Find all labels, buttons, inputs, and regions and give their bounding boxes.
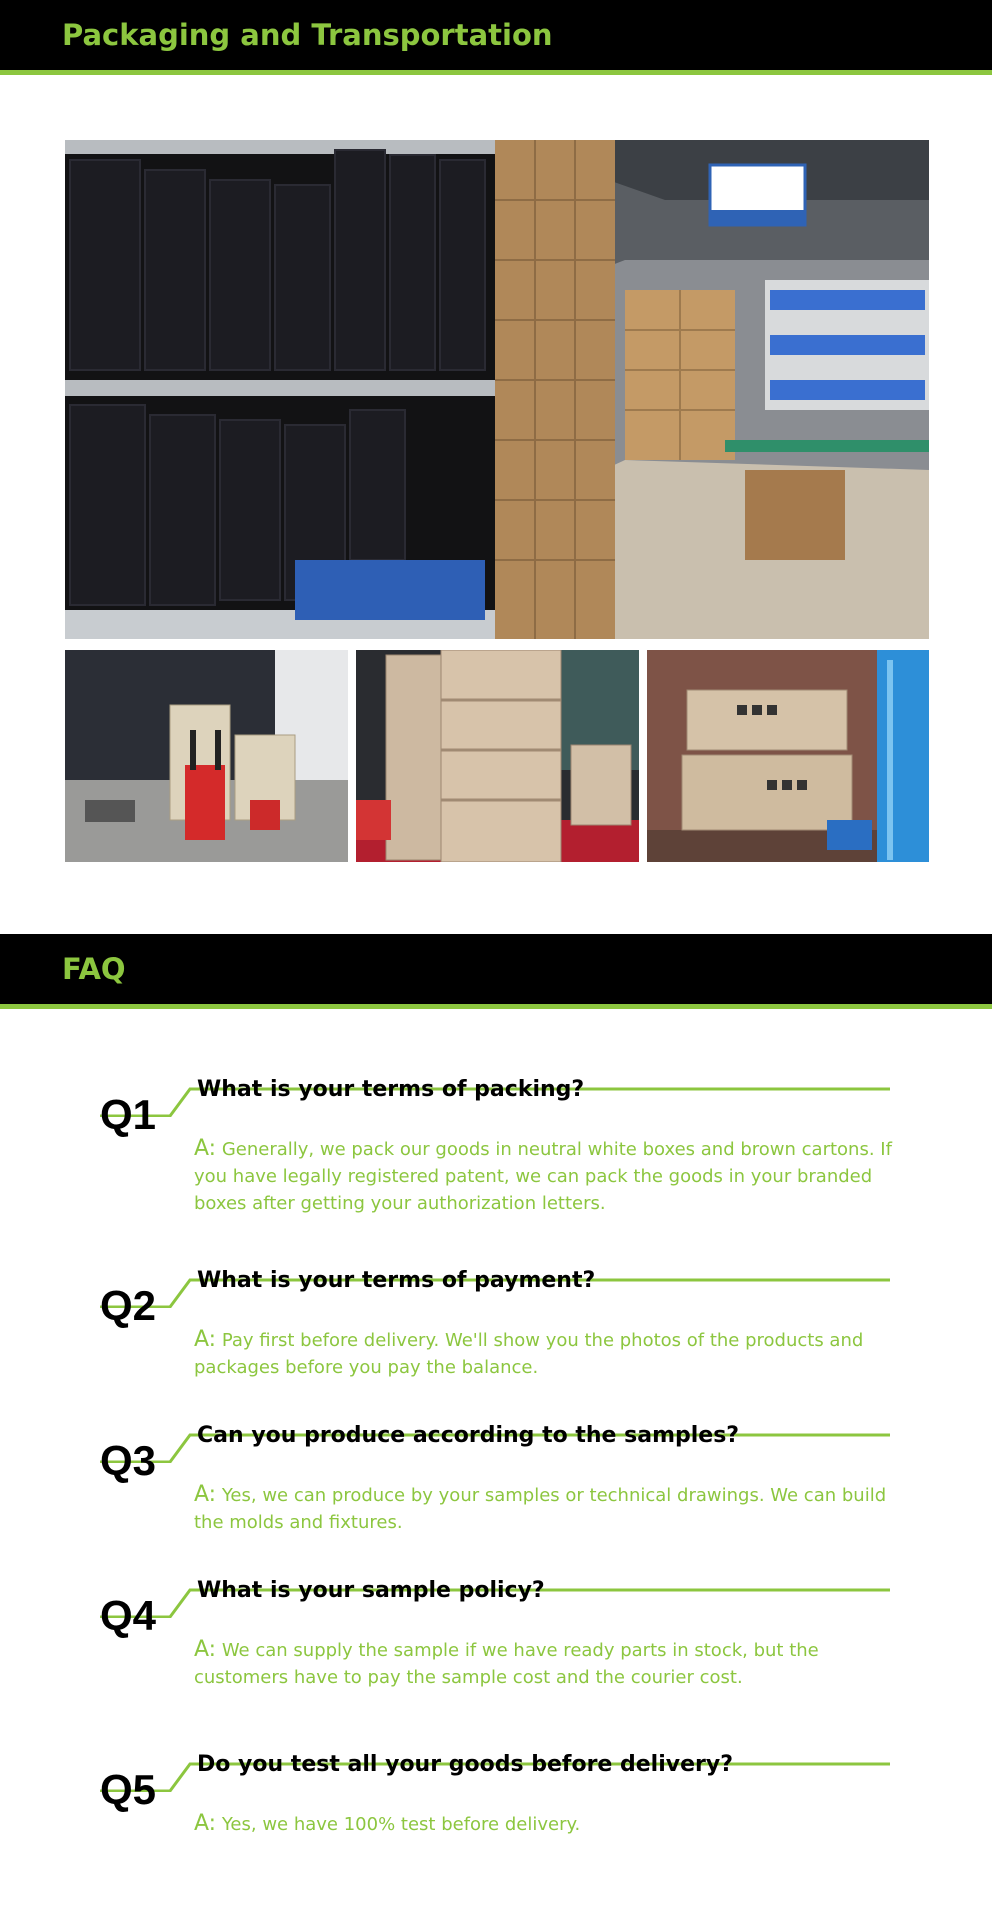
faq-title: FAQ [62, 952, 126, 986]
faq-number: Q1 [100, 1091, 157, 1138]
answer-text: We can supply the sample if we have ready parts in stock, but the customers have to pay the sample cost and the courier cost. [194, 1640, 819, 1688]
warehouse-photo [65, 140, 929, 639]
answer-prefix: A: [194, 1136, 217, 1161]
answer-prefix: A: [194, 1637, 217, 1662]
faq-answer [194, 1636, 894, 1691]
faq-item-q4 [100, 1578, 900, 1728]
faq-header [0, 934, 992, 1009]
faq-answer [194, 1326, 894, 1381]
answer-text: Yes, we have 100% test before delivery. [221, 1814, 581, 1835]
faq-item-q5 [100, 1752, 900, 1902]
faq-answer [194, 1481, 894, 1536]
pallet-jack-photo [65, 650, 348, 862]
answer-text: Yes, we can produce by your samples or technical drawings. We can build the molds and fixtures. [194, 1485, 887, 1533]
answer-prefix: A: [194, 1811, 217, 1836]
faq-number: Q4 [100, 1592, 157, 1639]
answer-text: Generally, we pack our goods in neutral white boxes and brown cartons. If you have legally registered patent, we can pack the goods in your branded boxes after getting your authorization letters. [194, 1139, 892, 1214]
faq-question: Do you test all your goods before delivery? [197, 1752, 733, 1777]
faq-answer [194, 1810, 894, 1838]
truck-loading-photo [647, 650, 929, 862]
faq-item-q2 [100, 1268, 900, 1418]
packaging-title: Packaging and Transportation [62, 18, 553, 52]
faq-answer [194, 1135, 894, 1217]
answer-prefix: A: [194, 1327, 217, 1352]
faq-item-q3 [100, 1423, 900, 1573]
faq-number: Q2 [100, 1282, 157, 1329]
faq-item-q1 [100, 1077, 900, 1227]
faq-number: Q5 [100, 1766, 157, 1813]
faq-number: Q3 [100, 1437, 157, 1484]
answer-text: Pay first before delivery. We'll show you the photos of the products and packages before you pay the balance. [194, 1330, 864, 1378]
packaging-header [0, 0, 992, 75]
faq-question: What is your terms of packing? [197, 1077, 585, 1102]
crates-photo [356, 650, 639, 862]
answer-prefix: A: [194, 1482, 217, 1507]
faq-question: What is your sample policy? [197, 1578, 545, 1603]
faq-question: What is your terms of payment? [197, 1268, 596, 1293]
faq-question: Can you produce according to the samples? [197, 1423, 740, 1448]
